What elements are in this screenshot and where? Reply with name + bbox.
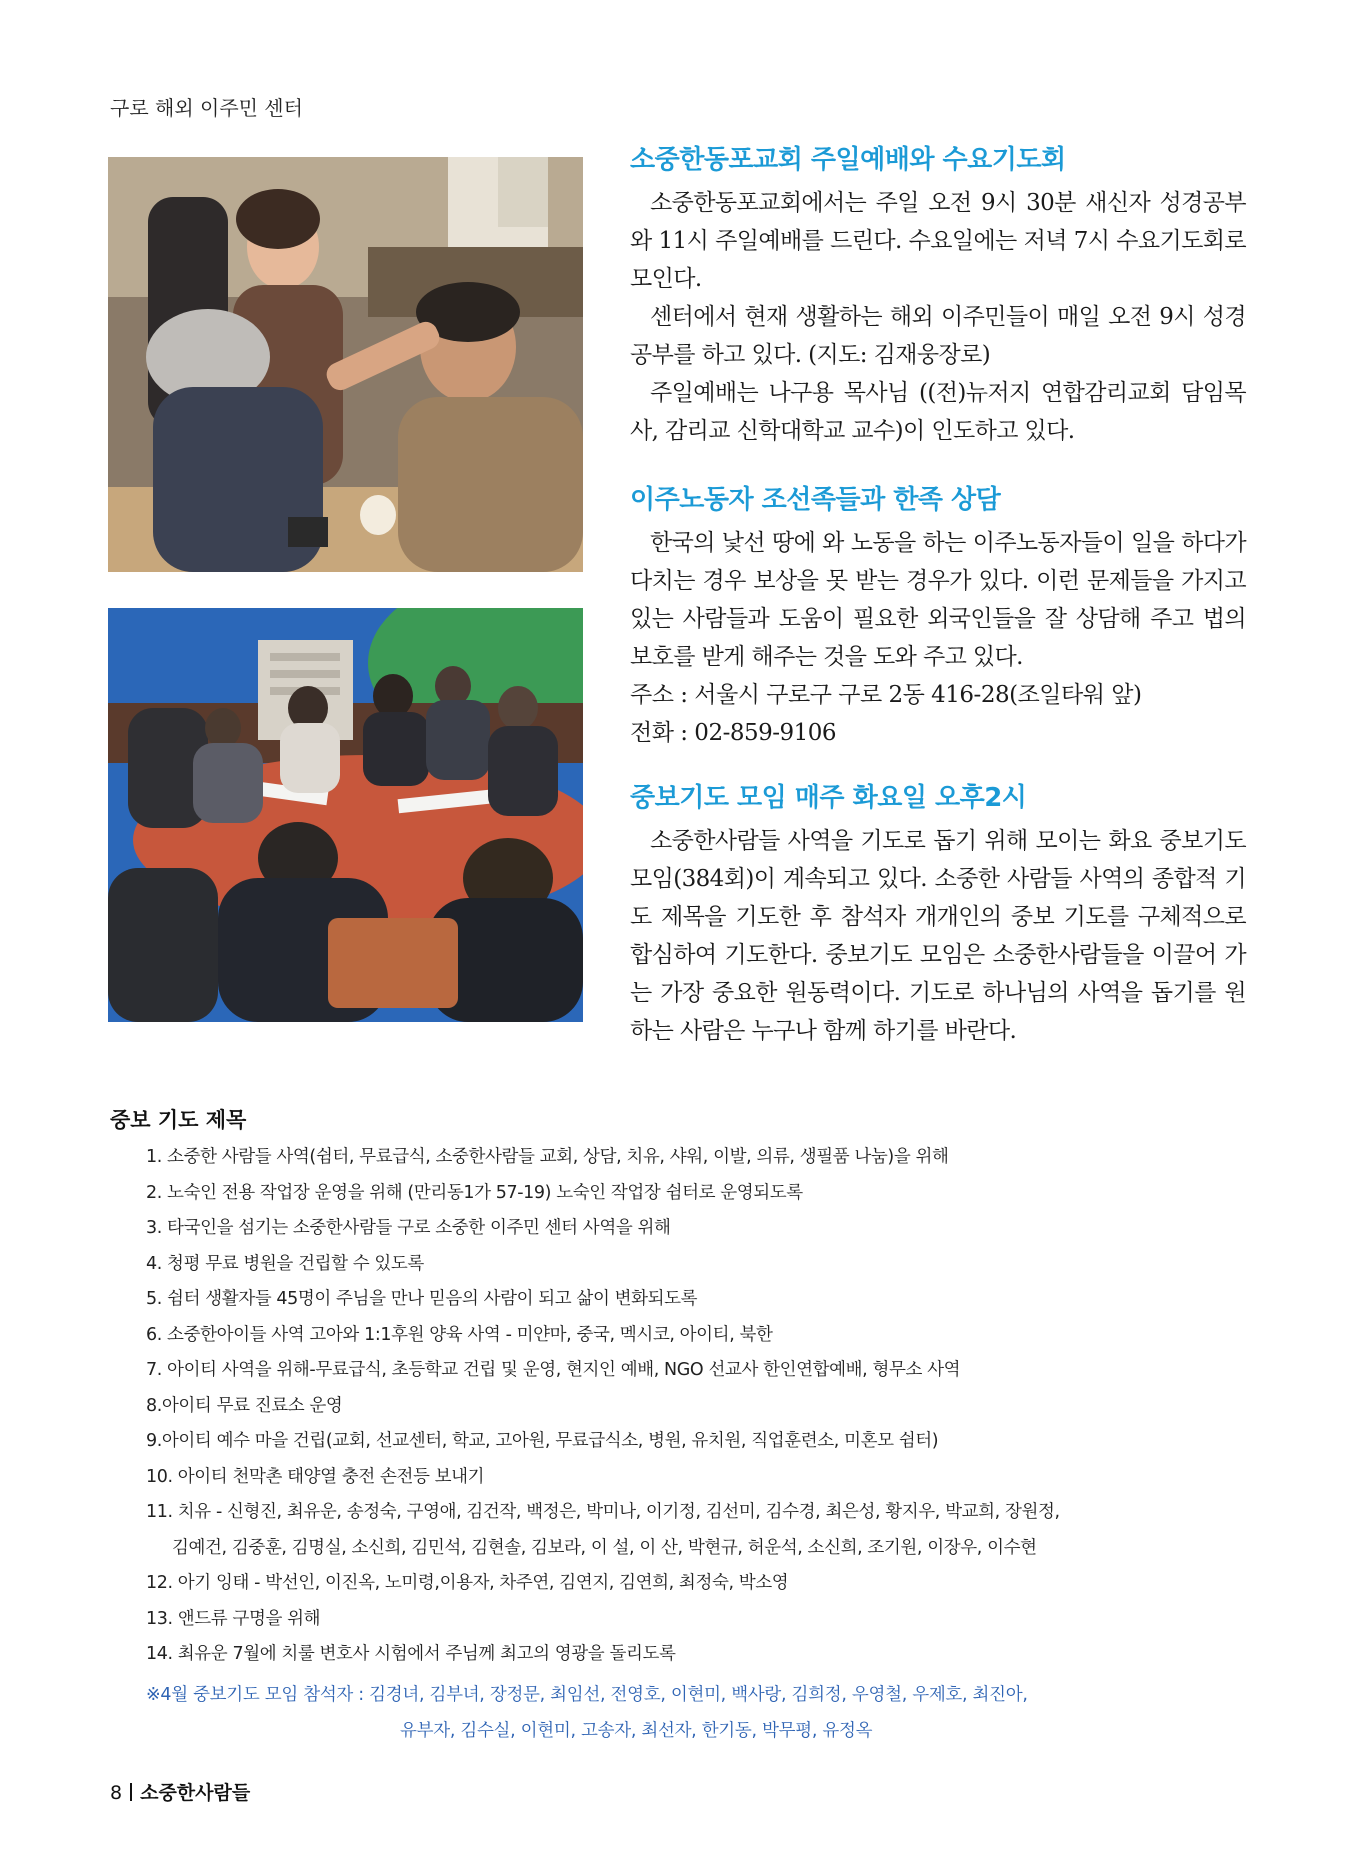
section-intercessory-prayer	[630, 780, 1246, 1050]
list-item: 14. 최유운 7월에 치룰 변호사 시험에서 주님께 최고의 영광을 돌리도록	[146, 1644, 676, 1664]
list-item: 1. 소중한 사람들 사역(쉼터, 무료급식, 소중한사람들 교회, 상담, 치유, 샤워, 이발, 의류, 생필품 나눔)을 위해	[146, 1147, 949, 1167]
paragraph: 소중한동포교회에서는 주일 오전 9시 30분 새신자 성경공부와 11시 주일예배를 드린다. 수요일에는 저녁 7시 수요기도회로 모인다.	[630, 190, 1246, 292]
photo-fellowship	[108, 157, 583, 572]
photo-counseling-meeting	[108, 608, 583, 1022]
list-item-continuation: 김예건, 김중훈, 김명실, 소신희, 김민석, 김현솔, 김보라, 이 설, 이 산, 박현규, 허운석, 소신희, 조기원, 이장우, 이수현	[172, 1537, 1037, 1558]
list-item: 4. 청평 무료 병원을 건립할 수 있도록	[146, 1253, 424, 1274]
list-item: 10. 아이티 천막촌 태양열 충전 손전등 보내기	[146, 1466, 485, 1487]
list-item: 9.아이티 예수 마을 건립(교회, 선교센터, 학교, 고아원, 무료급식소, 병원, 유치원, 직업훈련소, 미혼모 쉼터)	[146, 1431, 939, 1451]
section-title: 중보기도 모임 매주 화요일 오후2시	[630, 783, 1027, 813]
page-number: 8	[110, 1782, 123, 1804]
section-migrant-counseling	[630, 482, 1246, 752]
attendees-line: 유부자, 김수실, 이현미, 고송자, 최선자, 한기동, 박무평, 유정옥	[400, 1720, 873, 1741]
list-item: 5. 쉼터 생활자들 45명이 주님을 만나 믿음의 사람이 되고 삶이 변화되도록	[146, 1289, 698, 1309]
phone: 전화 : 02-859-9106	[630, 720, 837, 746]
footer-divider	[130, 1783, 132, 1801]
address: 주소 : 서울시 구로구 구로 2동 416-28(조일타워 앞)	[630, 682, 1142, 708]
prayer-items	[110, 1140, 1260, 1673]
list-item: 2. 노숙인 전용 작업장 운영을 위해 (만리동1가 57-19) 노숙인 작업장 쉼터로 운영되도록	[146, 1182, 803, 1203]
magazine-name: 소중한사람들	[140, 1782, 251, 1804]
list-item	[146, 1495, 1260, 1566]
prayer-heading: 중보 기도 제목	[110, 1108, 247, 1132]
page-footer	[110, 1778, 250, 1805]
list-item: 6. 소중한아이들 사역 고아와 1:1후원 양육 사역 - 미얀마, 중국, 멕시코, 아이티, 북한	[146, 1324, 773, 1345]
section-title: 이주노동자 조선족들과 한족 상담	[630, 485, 1001, 515]
list-item-text: 11. 치유 - 신형진, 최유운, 송정숙, 구영애, 김건작, 백정은, 박미나, 이기정, 김선미, 김수경, 최은성, 황지우, 박교희, 장원정,	[146, 1502, 1060, 1522]
list-item: 12. 아기 잉태 - 박선인, 이진옥, 노미령,이용자, 차주연, 김연지, 김연희, 최정숙, 박소영	[146, 1573, 789, 1593]
list-item: 13. 앤드류 구명을 위해	[146, 1608, 321, 1629]
prayer-list-box	[110, 1104, 1260, 1749]
section-sunday-worship	[630, 142, 1246, 450]
section-title: 소중한동포교회 주일예배와 수요기도회	[630, 145, 1066, 175]
running-head: 구로 해외 이주민 센터	[110, 96, 303, 120]
paragraph: 소중한사람들 사역을 기도로 돕기 위해 모이는 화요 중보기도 모임(384회)이 계속되고 있다. 소중한 사람들 사역의 종합적 기도 제목을 기도한 후 참석자 개개인의 중보 기도를 구체적으로 합심하여 기도한다. 중보기도 모임은 소중한사람들을 이끌어 가는 가장 중요한 원동력이다. 기도로 하나님의 사역을 돕기를 원하는 사람은 누구나 함께 하기를 바란다.	[630, 828, 1246, 1044]
list-item: 8.아이티 무료 진료소 운영	[146, 1395, 343, 1416]
attendees-note	[110, 1677, 1260, 1749]
paragraph: 센터에서 현재 생활하는 해외 이주민들이 매일 오전 9시 성경공부를 하고 있다. (지도: 김재웅장로)	[630, 304, 1246, 368]
list-item: 7. 아이티 사역을 위해-무료급식, 초등학교 건립 및 운영, 현지인 예배, NGO 선교사 한인연합예배, 형무소 사역	[146, 1360, 961, 1380]
attendees-line: ※4월 중보기도 모임 참석자 : 김경녀, 김부녀, 장정문, 최임선, 전영호, 이현미, 백사랑, 김희정, 우영철, 우제호, 최진아,	[146, 1684, 1028, 1705]
list-item: 3. 타국인을 섬기는 소중한사람들 구로 소중한 이주민 센터 사역을 위해	[146, 1218, 671, 1238]
paragraph: 한국의 낯선 땅에 와 노동을 하는 이주노동자들이 일을 하다가 다치는 경우 보상을 못 받는 경우가 있다. 이런 문제들을 가지고 있는 사람들과 도움이 필요한 외국인들을 잘 상담해 주고 법의 보호를 받게 해주는 것을 도와 주고 있다.	[630, 530, 1246, 670]
paragraph: 주일예배는 나구용 목사님 ((전)뉴저지 연합감리교회 담임목사, 감리교 신학대학교 교수)이 인도하고 있다.	[630, 380, 1246, 444]
